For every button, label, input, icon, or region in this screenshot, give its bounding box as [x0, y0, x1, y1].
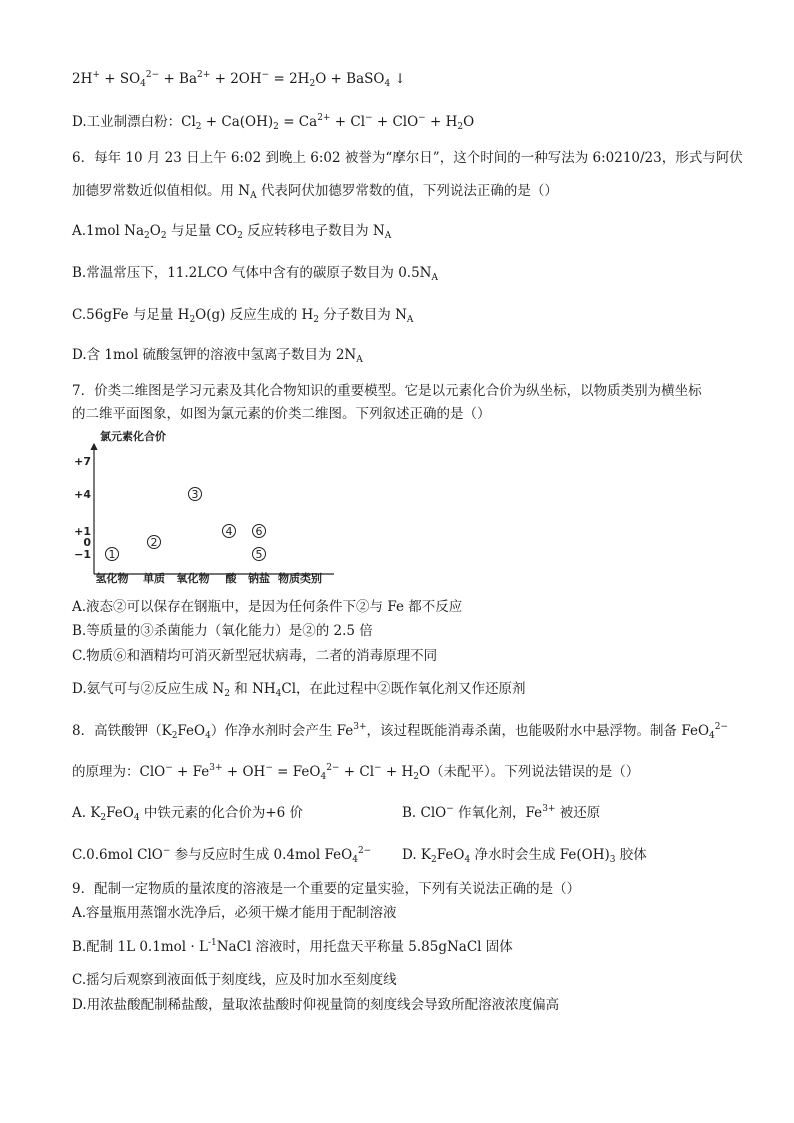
- x-category-label: 单质: [143, 572, 165, 585]
- y-tick-label: +4: [74, 488, 91, 501]
- option-9c: C.摇匀后观察到液面低于刻度线，应及时加水至刻度线: [72, 972, 397, 988]
- question-6-stem-1: 6．每年 10 月 23 日上午 6:02 到晚上 6:02 被誉为“摩尔日”，这个时间的一种写法为 6:0210/23，形式与阿伏: [72, 150, 743, 166]
- chart-point: [223, 525, 236, 539]
- x-category-label: 氧化物: [176, 572, 210, 585]
- question-6-stem-2: 加德罗常数近似值相似。用 $N_A$ 代表阿伏加德罗常数的值，下列说法正确的是（）: [72, 183, 558, 201]
- valence-class-chart: [72, 428, 342, 588]
- y-tick-label: −1: [74, 548, 91, 561]
- question-7-stem-2: 的二维平面图象，如图为氯元素的价类二维图。下列叙述正确的是（）: [72, 406, 491, 422]
- option-6c: C.56gFe 与足量 $H_2O(g)$ 反应生成的 $H_2$ 分子数目为 $N_A$: [72, 307, 414, 325]
- chart-point: [189, 488, 202, 502]
- option-6b: B.常温常压下，11.2LCO 气体中含有的碳原子数目为 $0.5N_A$: [72, 265, 438, 283]
- point-label: 5: [255, 548, 263, 561]
- option-5d: D.工业制漂白粉：$Cl_2 + Ca(OH)_2 = Ca^{2+} + Cl^- + ClO^- + H_2O$: [72, 113, 475, 132]
- option-7a: A.液态②可以保存在钢瓶中，是因为任何条件下②与 Fe 都不反应: [72, 599, 463, 615]
- point-label: 3: [191, 488, 199, 501]
- option-7c: C.物质⑥和酒精均可消灭新型冠状病毒，二者的消毒原理不同: [72, 648, 438, 664]
- point-label: 1: [108, 548, 116, 561]
- question-8-stem-2: 的原理为：$ClO^- + Fe^{3+} + OH^- = FeO_4^{2-} + Cl^- + H_2O$（未配平）。下列说法错误的是（）: [72, 763, 640, 782]
- option-8d: D. $K_2FeO_4$ 净水时会生成 $Fe(OH)_3$ 胶体: [402, 847, 647, 865]
- x-axis-label: 物质类别: [278, 572, 322, 585]
- option-6a: A.1mol $Na_2O_2$ 与足量 $CO_2$ 反应转移电子数目为 $N_A$: [72, 223, 392, 241]
- option-6d: D.含 1mol 硫酸氢钾的溶液中氢离子数目为 $2N_A$: [72, 347, 363, 365]
- x-category-label: 氢化物: [95, 572, 129, 585]
- x-category-label: 钠盐: [248, 572, 270, 585]
- y-axis-label: 氯元素化合价: [100, 430, 166, 443]
- point-label: 6: [255, 525, 263, 538]
- chart-point: [148, 536, 161, 550]
- question-9-stem: 9．配制一定物质的量浓度的溶液是一个重要的定量实验，下列有关说法正确的是（）: [72, 881, 581, 897]
- option-8b: B. ClO− 作氧化剂，$Fe^{3+}$ 被还原: [402, 804, 601, 821]
- chart-svg: [72, 428, 342, 588]
- option-9b: B.配制 1L $0.1mol \cdot L^{-1}NaCl$ 溶液时，用托盘天平称量 5.85gNaCl 固体: [72, 938, 513, 955]
- x-category-label: 酸: [225, 572, 237, 585]
- question-8-stem-1: 8．高铁酸钾$(K_2FeO_4)$作净水剂时会产生 $Fe^{3+}$，该过程既能消毒杀菌，也能吸附水中悬浮物。制备 FeO$_4^{2-}$: [72, 722, 729, 741]
- option-8a: A. $K_2FeO_4$ 中铁元素的化合价为+6 价: [72, 805, 304, 823]
- question-7-stem-1: 7．价类二维图是学习元素及其化合物知识的重要模型。它是以元素化合价为纵坐标，以物质类别为横坐标: [72, 383, 702, 399]
- option-7b: B.等质量的③杀菌能力（氧化能力）是②的 2.5 倍: [72, 623, 373, 639]
- y-tick-label: +1: [74, 525, 91, 538]
- point-label: 2: [150, 536, 158, 549]
- chart-point: [253, 525, 266, 539]
- option-8c: C.0.6mol ClO− 参与反应时生成 0.4mol FeO$_4^{2-}$: [72, 846, 372, 865]
- y-tick-label: +7: [74, 455, 91, 468]
- option-9a: A.容量瓶用蒸馏水洗净后，必须干燥才能用于配制溶液: [72, 905, 397, 921]
- chart-point: [106, 548, 119, 562]
- point-label: 4: [225, 525, 233, 538]
- equation-line-1: $2H^+ + SO_4^{2-} + Ba^{2+} + 2OH^- = 2H_2O$ + BaSO$_4$ ↓: [72, 70, 406, 89]
- option-7d: D.氨气可与②反应生成 $N_2$ 和 $NH_4Cl$，在此过程中②既作氧化剂又作还原剂: [72, 681, 526, 699]
- y-tick-label: 0: [83, 536, 91, 549]
- option-9d: D.用浓盐酸配制稀盐酸，量取浓盐酸时仰视量筒的刻度线会导致所配溶液浓度偏高: [72, 997, 560, 1013]
- chart-point: [253, 548, 266, 562]
